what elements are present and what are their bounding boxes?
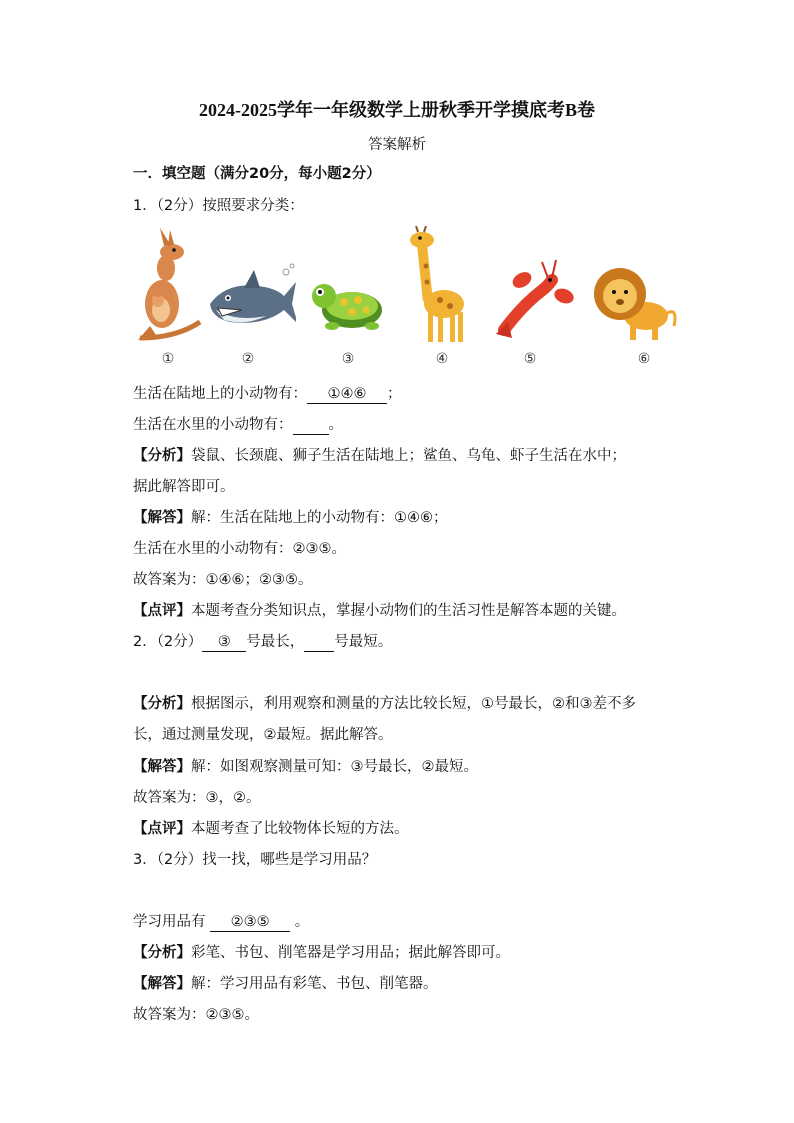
q2-solution [133, 757, 478, 777]
kangaroo-icon [128, 226, 212, 346]
label-4: ④ [435, 351, 449, 367]
q1-analysis-text: 袋鼠、长颈鹿、狮子生活在陆地上；鲨鱼、乌龟、虾子生活在水中； [191, 448, 626, 464]
q3-analysis [133, 943, 510, 963]
q2-suffix: 号最短。 [334, 634, 393, 650]
analysis-tag: 【分析】 [133, 448, 191, 464]
q3-final: 故答案为：②③⑤。 [133, 1007, 259, 1023]
turtle-icon [306, 226, 390, 346]
lion-icon [590, 226, 674, 346]
q1-comment [133, 601, 626, 621]
q1-comment-text: 本题考查分类知识点，掌握小动物们的生活习性是解答本题的关键。 [191, 603, 626, 619]
q3-answer-line [133, 912, 309, 932]
q1-water-suffix: 。 [328, 417, 343, 433]
q3-stem: 3．（2分）找一找，哪些是学习用品？ [133, 852, 377, 868]
lobster-icon [492, 226, 576, 346]
q1-solution-text: 解：生活在陆地上的小动物有：①④⑥； [191, 510, 448, 526]
solution-tag: 【解答】 [133, 976, 191, 992]
analysis-tag: 【分析】 [133, 945, 191, 961]
q2-final: 故答案为：③，②。 [133, 790, 261, 806]
q1-stem: 1．（2分）按照要求分类： [133, 198, 304, 214]
q1-analysis-2: 据此解答即可。 [133, 479, 235, 495]
q2-comment-text: 本题考查了比较物体长短的方法。 [191, 821, 409, 837]
comment-tag: 【点评】 [133, 821, 191, 837]
q1-land-line [133, 384, 402, 404]
q3-answer-suffix: 。 [294, 914, 310, 930]
q1-land-suffix: ； [387, 386, 402, 402]
label-2: ② [241, 351, 255, 367]
q1-solution [133, 508, 448, 528]
q2-analysis-2: 长，通过测量发现，②最短。据此解答。 [133, 727, 393, 743]
q1-final: 故答案为：①④⑥；②③⑤。 [133, 572, 313, 588]
q2-analysis-text: 根据图示，利用观察和测量的方法比较长短，①号最长，②和③差不多 [191, 696, 636, 712]
q2-blank-shortest [304, 633, 334, 652]
comment-tag: 【点评】 [133, 603, 191, 619]
q2-stem-prefix: 2．（2分） [133, 634, 203, 650]
q3-answer: ②③⑤ [210, 913, 290, 932]
q1-water-line [133, 415, 343, 435]
page-title: 2024-2025学年一年级数学上册秋季开学摸底考B卷 [199, 100, 595, 120]
q2-analysis [133, 694, 636, 714]
label-1: ① [161, 351, 175, 367]
analysis-tag: 【分析】 [133, 696, 191, 712]
page-subtitle: 答案解析 [368, 137, 426, 153]
q3-answer-prefix: 学习用品有 [133, 914, 206, 930]
solution-tag: 【解答】 [133, 510, 191, 526]
giraffe-icon [400, 226, 484, 346]
q1-land-prefix: 生活在陆地上的小动物有： [133, 386, 307, 402]
q3-analysis-text: 彩笔、书包、削笔器是学习用品；据此解答即可。 [191, 945, 510, 961]
solution-tag: 【解答】 [133, 759, 191, 775]
q2-answer-longest: ③ [202, 633, 246, 652]
label-6: ⑥ [637, 351, 651, 367]
q1-water-blank [293, 416, 329, 435]
q2-stem [133, 632, 392, 652]
label-3: ③ [341, 351, 355, 367]
q1-water-prefix: 生活在水里的小动物有： [133, 417, 293, 433]
q3-solution-text: 解：学习用品有彩笔、书包、削笔器。 [191, 976, 438, 992]
q3-solution [133, 974, 438, 994]
q1-land-answer: ①④⑥ [307, 385, 387, 404]
q2-mid: 号最长， [246, 634, 305, 650]
shark-icon [206, 226, 290, 346]
q1-analysis [133, 446, 626, 466]
q1-solution-2: 生活在水里的小动物有：②③⑤。 [133, 541, 346, 557]
q2-solution-text: 解：如图观察测量可知：③号最长，②最短。 [191, 759, 478, 775]
label-5: ⑤ [523, 351, 537, 367]
q2-comment [133, 819, 409, 839]
section-heading: 一．填空题（满分20分，每小题2分） [133, 166, 381, 182]
